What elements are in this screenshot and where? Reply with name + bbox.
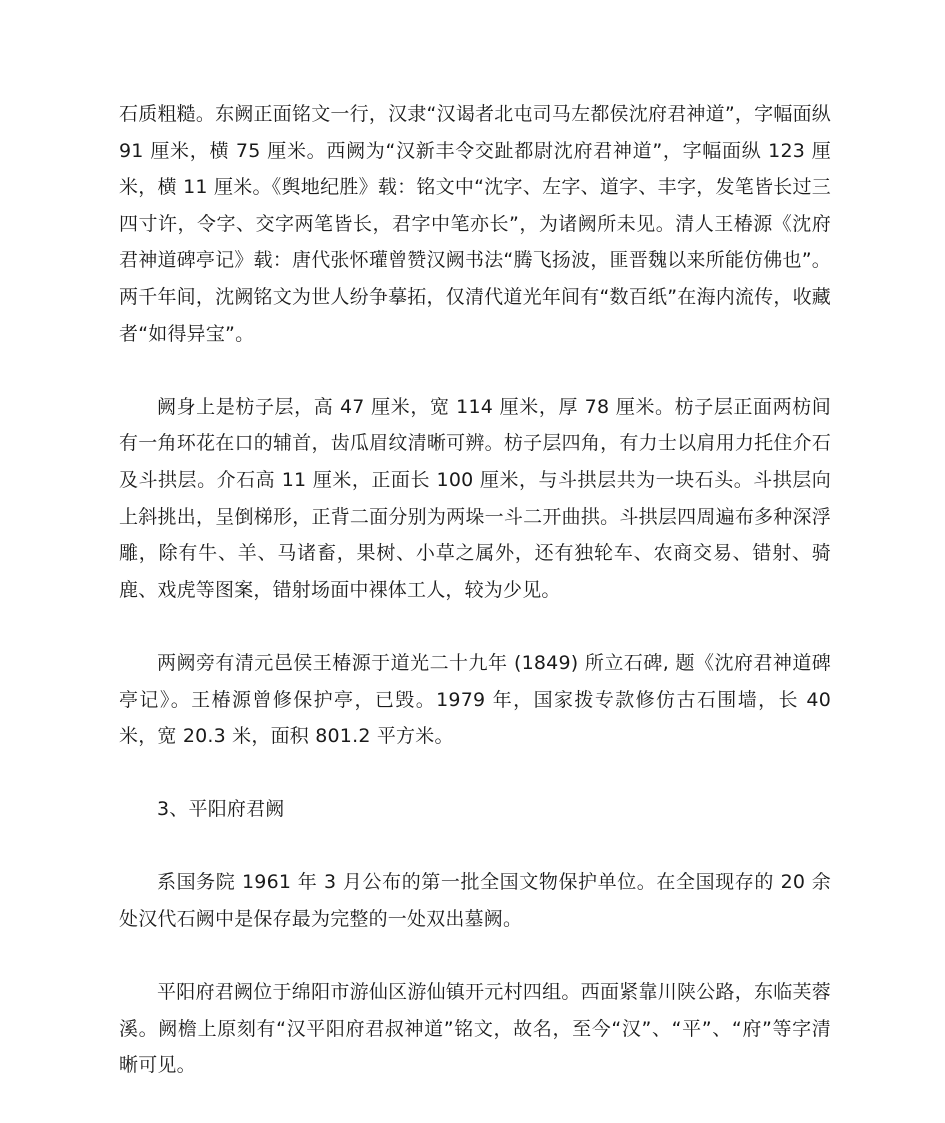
paragraph-inscription-details: 石质粗糙。东阙正面铭文一行，汉隶“汉谒者北屯司马左都侯沈府君神道”，字幅面纵 91 厘米，横 75 厘米。西阙为“汉新丰令交趾都尉沈府君神道”，字幅面纵 123 厘米，横 11 厘米。《舆地纪胜》载：铭文中“沈字、左字、道字、丰字，发笔皆长过三四寸许，令字、交字两笔皆长，君字中笔亦长”，为诸阙所未见。清人王椿源《沈府君神道碑亭记》载：唐代张怀瓘曾赞汉阙书法“腾飞扬波，匪晋魏以来所能仿佛也”。两千年间，沈阙铭文为世人纷争摹拓，仅清代道光年间有“数百纸”在海内流传，收藏者“如得异宝”。 bbox=[119, 103, 831, 345]
paragraph-pingyang-location: 平阳府君阙位于绵阳市游仙区游仙镇开元村四组。西面紧靠川陕公路，东临芙蓉溪。阙檐上原刻有“汉平阳府君叔神道”铭文，故名，至今“汉”、“平”、“府”等字清晰可见。 bbox=[119, 981, 831, 1077]
paragraph-fangzi-layer: 阙身上是枋子层，高 47 厘米，宽 114 厘米，厚 78 厘米。枋子层正面两枋间有一角环花在口的辅首，齿瓜眉纹清晰可辨。枋子层四角，有力士以肩用力托住介石及斗拱层。介石高 11 厘米，正面长 100 厘米，与斗拱层共为一块石头。斗拱层向上斜挑出，呈倒梯形，正背二面分别为两垛一斗二开曲拱。斗拱层四周遍布多种深浮雕，除有牛、羊、马诸畜，果树、小草之属外，还有独轮车、农商交易、错射、骑鹿、戏虎等图案，错射场面中裸体工人，较为少见。 bbox=[119, 395, 831, 601]
section-heading-pingyang-que: 3、平阳府君阙 bbox=[157, 798, 285, 821]
paragraph-stele-and-wall: 两阙旁有清元邑侯王椿源于道光二十九年 (1849) 所立石碑, 题《沈府君神道碑亭记》。王椿源曾修保护亭，已毁。1979 年，国家拨专款修仿古石围墙，长 40 米，宽 20.3 米，面积 801.2 平方米。 bbox=[119, 651, 831, 748]
paragraph-protection-status: 系国务院 1961 年 3 月公布的第一批全国文物保护单位。在全国现存的 20 余处汉代石阙中是保存最为完整的一处双出墓阙。 bbox=[119, 871, 831, 931]
document-body bbox=[119, 96, 831, 1084]
